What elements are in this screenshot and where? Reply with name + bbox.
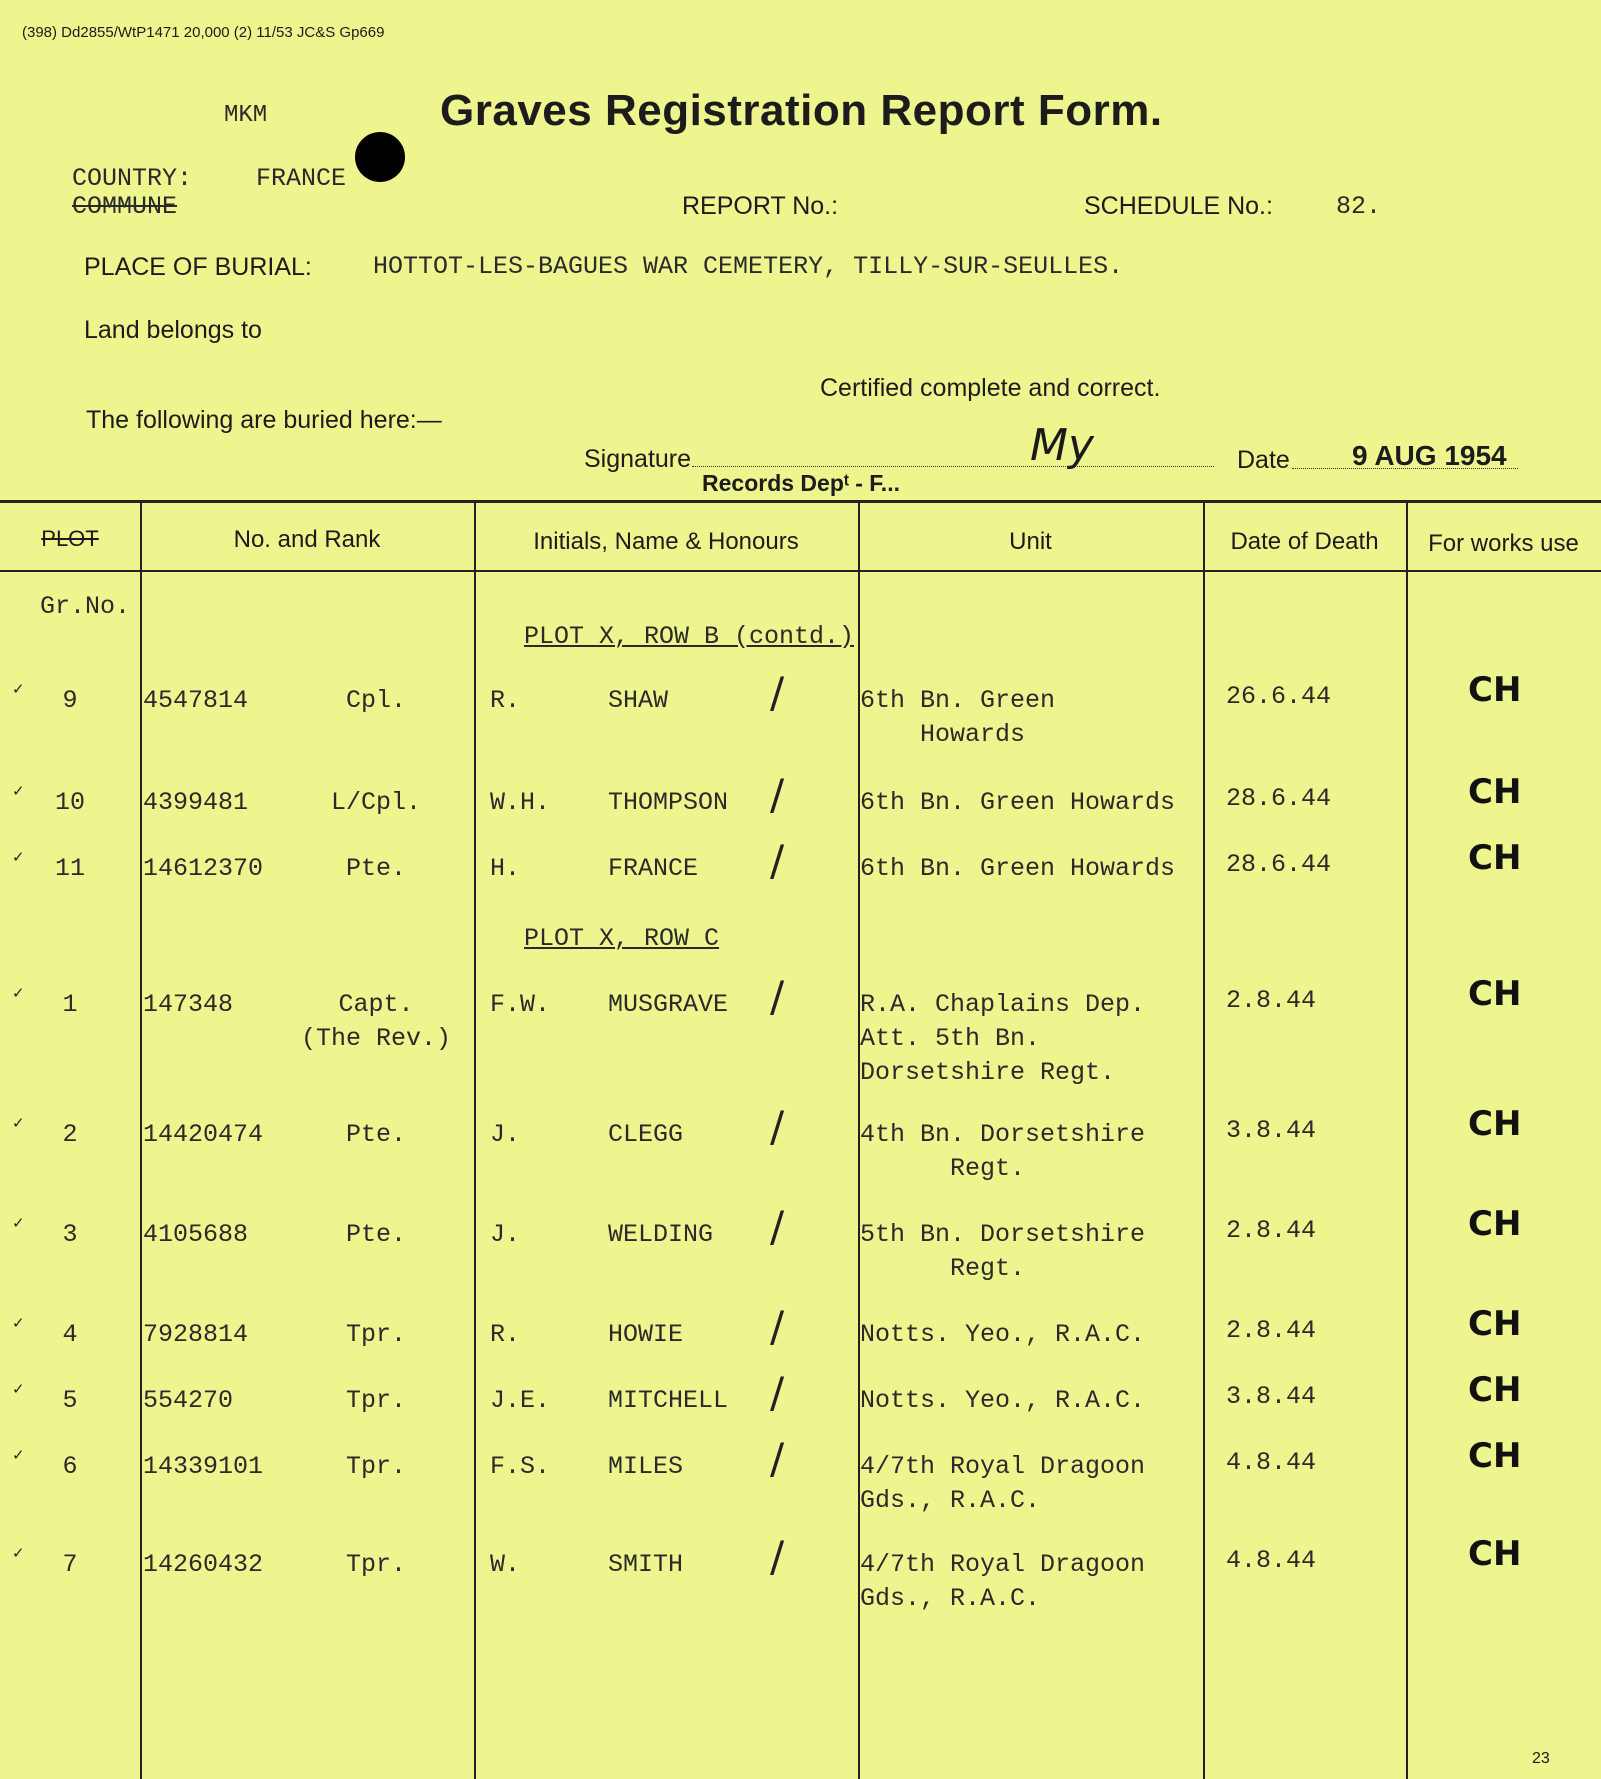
surname: FRANCE [608, 854, 699, 883]
clerk-initials: MKM [224, 102, 268, 129]
grave-number: 6 [62, 1452, 78, 1481]
initials: F.S. [490, 1452, 551, 1481]
works-use-mark: CH [1468, 1436, 1522, 1476]
rank: Tpr. [345, 1386, 406, 1415]
date-of-death: 2.8.44 [1226, 1316, 1317, 1345]
surname: CLEGG [608, 1120, 684, 1149]
check-mark: ✓ [12, 1447, 25, 1464]
works-use-mark: CH [1468, 1534, 1522, 1574]
schedule-no-label: SCHEDULE No.: [1084, 192, 1273, 220]
date-of-death: 4.8.44 [1226, 1546, 1317, 1575]
col-divider [474, 500, 476, 1779]
check-mark: ✓ [12, 681, 25, 698]
surname: MITCHELL [608, 1386, 729, 1415]
country-label: COUNTRY: [72, 164, 193, 193]
works-use-mark: CH [1468, 1204, 1522, 1244]
tick-mark: / [770, 1368, 785, 1417]
date-of-death: 28.6.44 [1226, 850, 1332, 879]
schedule-no-value: 82. [1336, 192, 1382, 221]
grave-number: 9 [62, 686, 78, 715]
surname: MILES [608, 1452, 684, 1481]
tick-mark: / [770, 836, 785, 885]
works-use-mark: CH [1468, 1104, 1522, 1144]
rank: Capt. (The Rev.) [300, 990, 452, 1053]
surname: MUSGRAVE [608, 990, 729, 1019]
check-mark: ✓ [12, 1215, 25, 1232]
tick-mark: / [770, 1102, 785, 1151]
date-of-death: 26.6.44 [1226, 682, 1332, 711]
land-label: Land belongs to [84, 316, 262, 344]
col-header-plot: PLOT [41, 526, 99, 551]
grave-number: 4 [62, 1320, 78, 1349]
check-mark: ✓ [12, 849, 25, 866]
surname: WELDING [608, 1220, 714, 1249]
works-use-mark: CH [1468, 838, 1522, 878]
table-header-rule [0, 570, 1601, 572]
unit: R.A. Chaplains Dep. Att. 5th Bn. Dorsetshire Regt. [860, 990, 1146, 1087]
unit: 6th Bn. Green Howards [860, 788, 1176, 817]
initials: W.H. [490, 788, 551, 817]
rank: Pte. [345, 1220, 406, 1249]
check-mark: ✓ [12, 783, 25, 800]
place-label: PLACE OF BURIAL: [84, 253, 312, 281]
grave-no-label: Gr.No. [40, 592, 131, 621]
form-title: Graves Registration Report Form. [440, 86, 1163, 135]
service-number: 4399481 [143, 788, 249, 817]
page-mark: 23 [1532, 1750, 1550, 1767]
plot-row-heading: PLOT X, ROW C [524, 924, 720, 953]
tick-mark: / [770, 668, 785, 717]
works-use-mark: CH [1468, 1370, 1522, 1410]
grave-number: 10 [54, 788, 85, 817]
unit: 4/7th Royal Dragoon Gds., R.A.C. [860, 1550, 1146, 1613]
unit: 6th Bn. Green Howards [860, 854, 1176, 883]
service-number: 14420474 [143, 1120, 264, 1149]
col-header-no-rank: No. and Rank [233, 526, 381, 553]
grave-number: 2 [62, 1120, 78, 1149]
initials: H. [490, 854, 521, 883]
unit: 4th Bn. Dorsetshire Regt. [860, 1120, 1146, 1183]
unit: 5th Bn. Dorsetshire Regt. [860, 1220, 1146, 1283]
signature-label: Signature [584, 445, 692, 473]
works-use-mark: CH [1468, 1304, 1522, 1344]
initials: R. [490, 686, 521, 715]
grave-number: 1 [62, 990, 78, 1019]
service-number: 4547814 [143, 686, 249, 715]
tick-mark: / [770, 1302, 785, 1351]
col-header-works-use: For works use [1428, 530, 1579, 557]
tick-mark: / [770, 1202, 785, 1251]
country-value: FRANCE [256, 164, 347, 193]
service-number: 14612370 [143, 854, 264, 883]
date-of-death: 2.8.44 [1226, 1216, 1317, 1245]
date-of-death: 28.6.44 [1226, 784, 1332, 813]
date-label: Date [1237, 446, 1290, 474]
initials: R. [490, 1320, 521, 1349]
service-number: 14260432 [143, 1550, 264, 1579]
date-of-death: 2.8.44 [1226, 986, 1317, 1015]
service-number: 14339101 [143, 1452, 264, 1481]
certified-text: Certified complete and correct. [820, 374, 1161, 402]
date-stamp: 9 AUG 1954 [1352, 440, 1507, 471]
surname: HOWIE [608, 1320, 684, 1349]
rank: Tpr. [345, 1452, 406, 1481]
rank: Tpr. [345, 1550, 406, 1579]
service-number: 147348 [143, 990, 234, 1019]
col-divider [1406, 500, 1408, 1779]
date-of-death: 4.8.44 [1226, 1448, 1317, 1477]
service-number: 4105688 [143, 1220, 249, 1249]
date-of-death: 3.8.44 [1226, 1382, 1317, 1411]
grave-number: 3 [62, 1220, 78, 1249]
rank: Tpr. [345, 1320, 406, 1349]
date-of-death: 3.8.44 [1226, 1116, 1317, 1145]
rank: Cpl. [345, 686, 406, 715]
grave-number: 11 [54, 854, 85, 883]
tick-mark: / [770, 770, 785, 819]
grave-number: 5 [62, 1386, 78, 1415]
works-use-mark: CH [1468, 974, 1522, 1014]
surname: THOMPSON [608, 788, 729, 817]
place-value: HOTTOT-LES-BAGUES WAR CEMETERY, TILLY-SUR-SEULLES. [373, 252, 1124, 281]
initials: W. [490, 1550, 521, 1579]
works-use-mark: CH [1468, 670, 1522, 710]
col-divider [1203, 500, 1205, 1779]
unit: 4/7th Royal Dragoon Gds., R.A.C. [860, 1452, 1146, 1515]
initials: J.E. [490, 1386, 551, 1415]
report-no-label: REPORT No.: [682, 192, 839, 220]
check-mark: ✓ [12, 985, 25, 1002]
tick-mark: / [770, 1532, 785, 1581]
col-header-unit: Unit [1009, 528, 1052, 555]
unit: 6th Bn. Green Howards [860, 686, 1056, 749]
col-header-date-of-death: Date of Death [1230, 528, 1379, 555]
check-mark: ✓ [12, 1115, 25, 1132]
check-mark: ✓ [12, 1315, 25, 1332]
rank: Pte. [345, 854, 406, 883]
check-mark: ✓ [12, 1381, 25, 1398]
service-number: 554270 [143, 1386, 234, 1415]
unit: Notts. Yeo., R.A.C. [860, 1386, 1146, 1415]
surname: SMITH [608, 1550, 684, 1579]
col-header-name: Initials, Name & Honours [533, 528, 799, 555]
initials: F.W. [490, 990, 551, 1019]
initials: J. [490, 1120, 521, 1149]
service-number: 7928814 [143, 1320, 249, 1349]
check-mark: ✓ [12, 1545, 25, 1562]
signature-mark: My [1030, 420, 1095, 471]
works-use-mark: CH [1468, 772, 1522, 812]
print-code: (398) Dd2855/WtP1471 20,000 (2) 11/53 JC&S Gp669 [22, 24, 385, 41]
initials: J. [490, 1220, 521, 1249]
signature-line [692, 466, 1214, 467]
punch-hole [355, 132, 405, 182]
buried-label: The following are buried here:— [86, 406, 442, 434]
tick-mark: / [770, 972, 785, 1021]
plot-row-heading: PLOT X, ROW B (contd.) [524, 622, 855, 651]
rank: L/Cpl. [330, 788, 421, 817]
records-stamp: Records Depᵗ - F... [702, 470, 900, 496]
grave-number: 7 [62, 1550, 78, 1579]
surname: SHAW [608, 686, 669, 715]
commune-label: COMMUNE [72, 192, 178, 221]
table-top-rule [0, 500, 1601, 503]
rank: Pte. [345, 1120, 406, 1149]
col-divider [140, 500, 142, 1779]
unit: Notts. Yeo., R.A.C. [860, 1320, 1146, 1349]
tick-mark: / [770, 1434, 785, 1483]
